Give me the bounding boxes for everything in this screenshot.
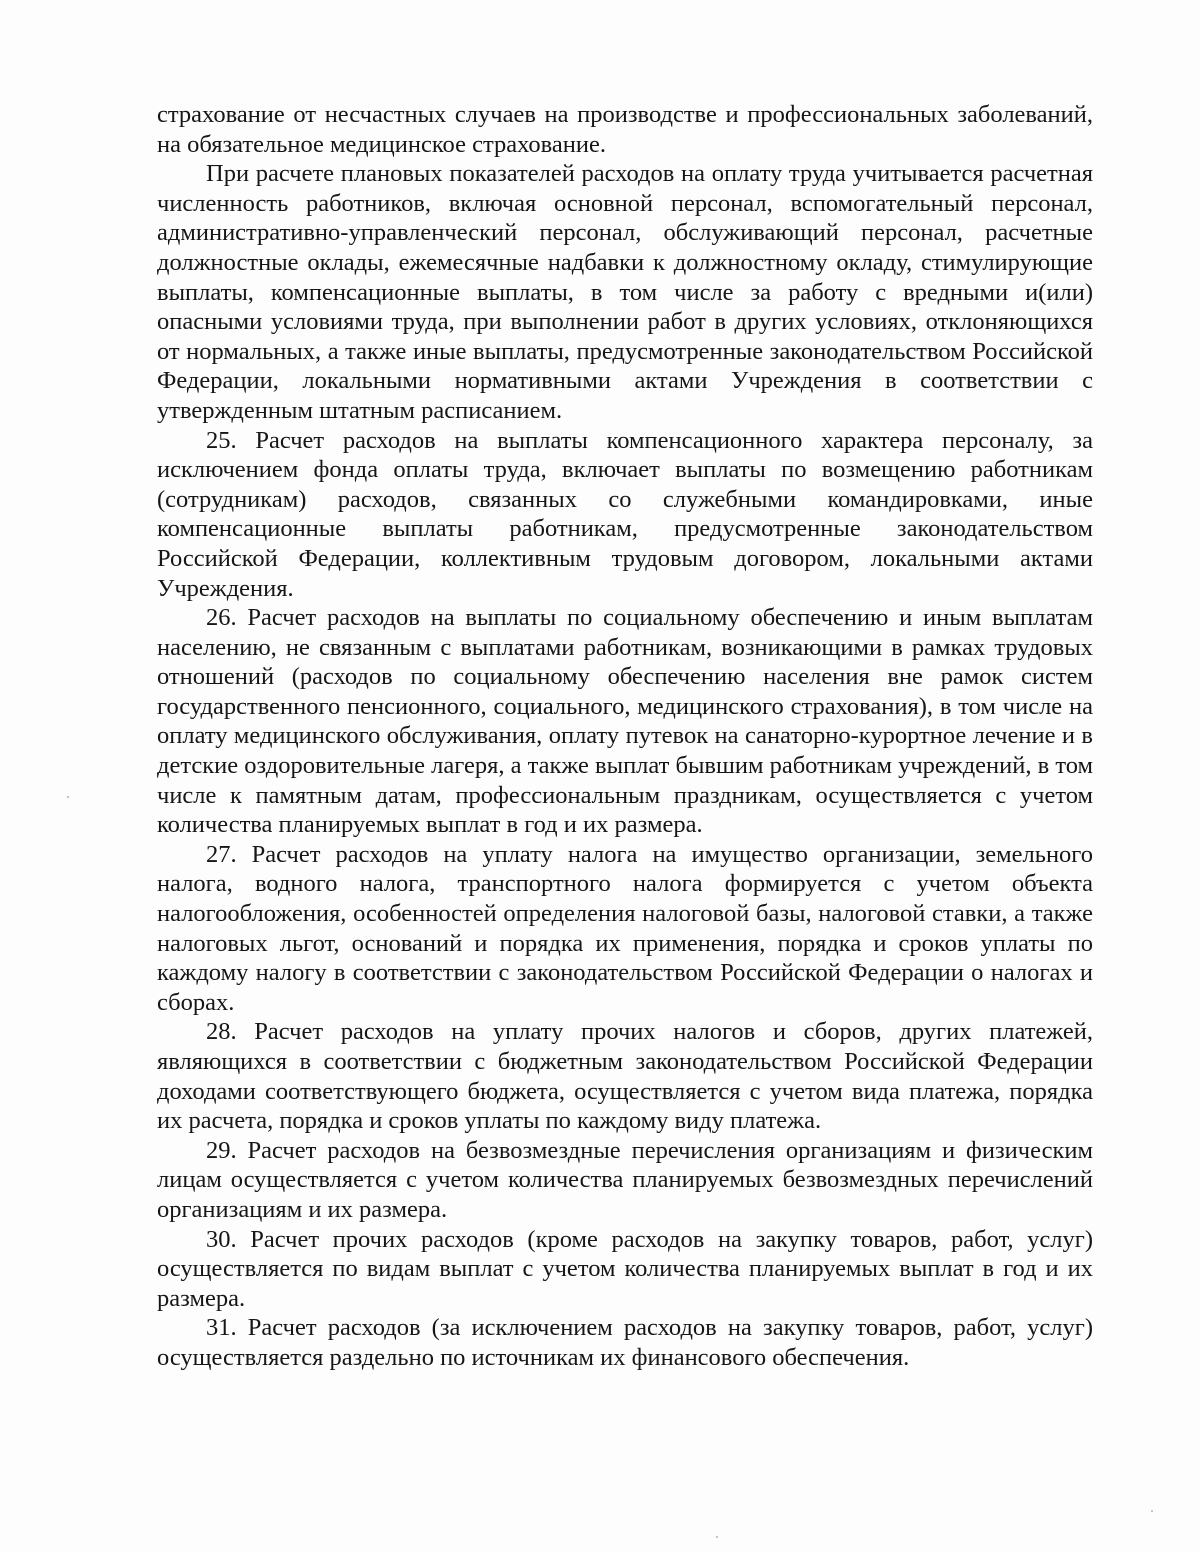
scan-speck bbox=[716, 1536, 718, 1538]
document-body bbox=[157, 100, 1093, 1373]
paragraph-labor-calculation: При расчете плановых показателей расходов на оплату труда учитывается расчетная численность работников, включая основной персонал, вспомогательный персонал, административно-управленческий персонал, обслуживающий персонал, расчетные должностные оклады, ежемесячные надбавки к должностному окладу, стимулирующие выплаты, компенсационные выплаты, в том числе за работу с вредными и(или) опасными условиями труда, при выполнении работ в других условиях, отклоняющихся от нормальных, а также иные выплаты, предусмотренные законодательством Российской Федерации, локальными нормативными актами Учреждения в соответствии с утвержденным штатным расписанием. bbox=[157, 160, 1093, 424]
paragraph-item-25: 25. Расчет расходов на выплаты компенсационного характера персоналу, за исключением фонда оплаты труда, включает выплаты по возмещению работникам (сотрудникам) расходов, связанных со служебными командировками, иные компенсационные выплаты работникам, предусмотренные законодательством Российской Федерации, коллективным трудовым договором, локальными актами Учреждения. bbox=[157, 426, 1093, 602]
paragraph-item-26: 26. Расчет расходов на выплаты по социальному обеспечению и иным выплатам населению, не связанным с выплатами работникам, возникающими в рамках трудовых отношений (расходов по социальному обеспечению населения вне рамок систем государственного пенсионного, социального, медицинского страхования), в том числе на оплату медицинского обслуживания, оплату путевок на санаторно-курортное лечение и в детские оздоровительные лагеря, а также выплат бывшим работникам учреждений, в том числе к памятным датам, профессиональным праздникам, осуществляется с учетом количества планируемых выплат в год и их размера. bbox=[157, 604, 1093, 839]
paragraph-continuation: страхование от несчастных случаев на производстве и профессиональных заболеваний, на обязательное медицинское страхование. bbox=[157, 101, 1093, 158]
paragraph-item-30: 30. Расчет прочих расходов (кроме расходов на закупку товаров, работ, услуг) осуществляется по видам выплат с учетом количества планируемых выплат в год и их размера. bbox=[157, 1225, 1093, 1312]
scan-speck bbox=[67, 796, 69, 798]
paragraph-item-29: 29. Расчет расходов на безвозмездные перечисления организациям и физическим лицам осуществляется с учетом количества планируемых безвозмездных перечислений организациям и их размера. bbox=[157, 1136, 1093, 1223]
scan-speck bbox=[1151, 1510, 1153, 1512]
paragraph-item-27: 27. Расчет расходов на уплату налога на имущество организации, земельного налога, водного налога, транспортного налога формируется с учетом объекта налогообложения, особенностей определения налоговой базы, налоговой ставки, а также налоговых льгот, оснований и порядка их применения, порядка и сроков уплаты по каждому налогу в соответствии с законодательством Российской Федерации о налогах и сборах. bbox=[157, 840, 1093, 1016]
paragraph-item-31: 31. Расчет расходов (за исключением расходов на закупку товаров, работ, услуг) осуществляется раздельно по источникам их финансового обеспечения. bbox=[157, 1314, 1093, 1371]
paragraph-item-28: 28. Расчет расходов на уплату прочих налогов и сборов, других платежей, являющихся в соответствии с бюджетным законодательством Российской Федерации доходами соответствующего бюджета, осуществляется с учетом вида платежа, порядка их расчета, порядка и сроков уплаты по каждому виду платежа. bbox=[157, 1018, 1093, 1135]
